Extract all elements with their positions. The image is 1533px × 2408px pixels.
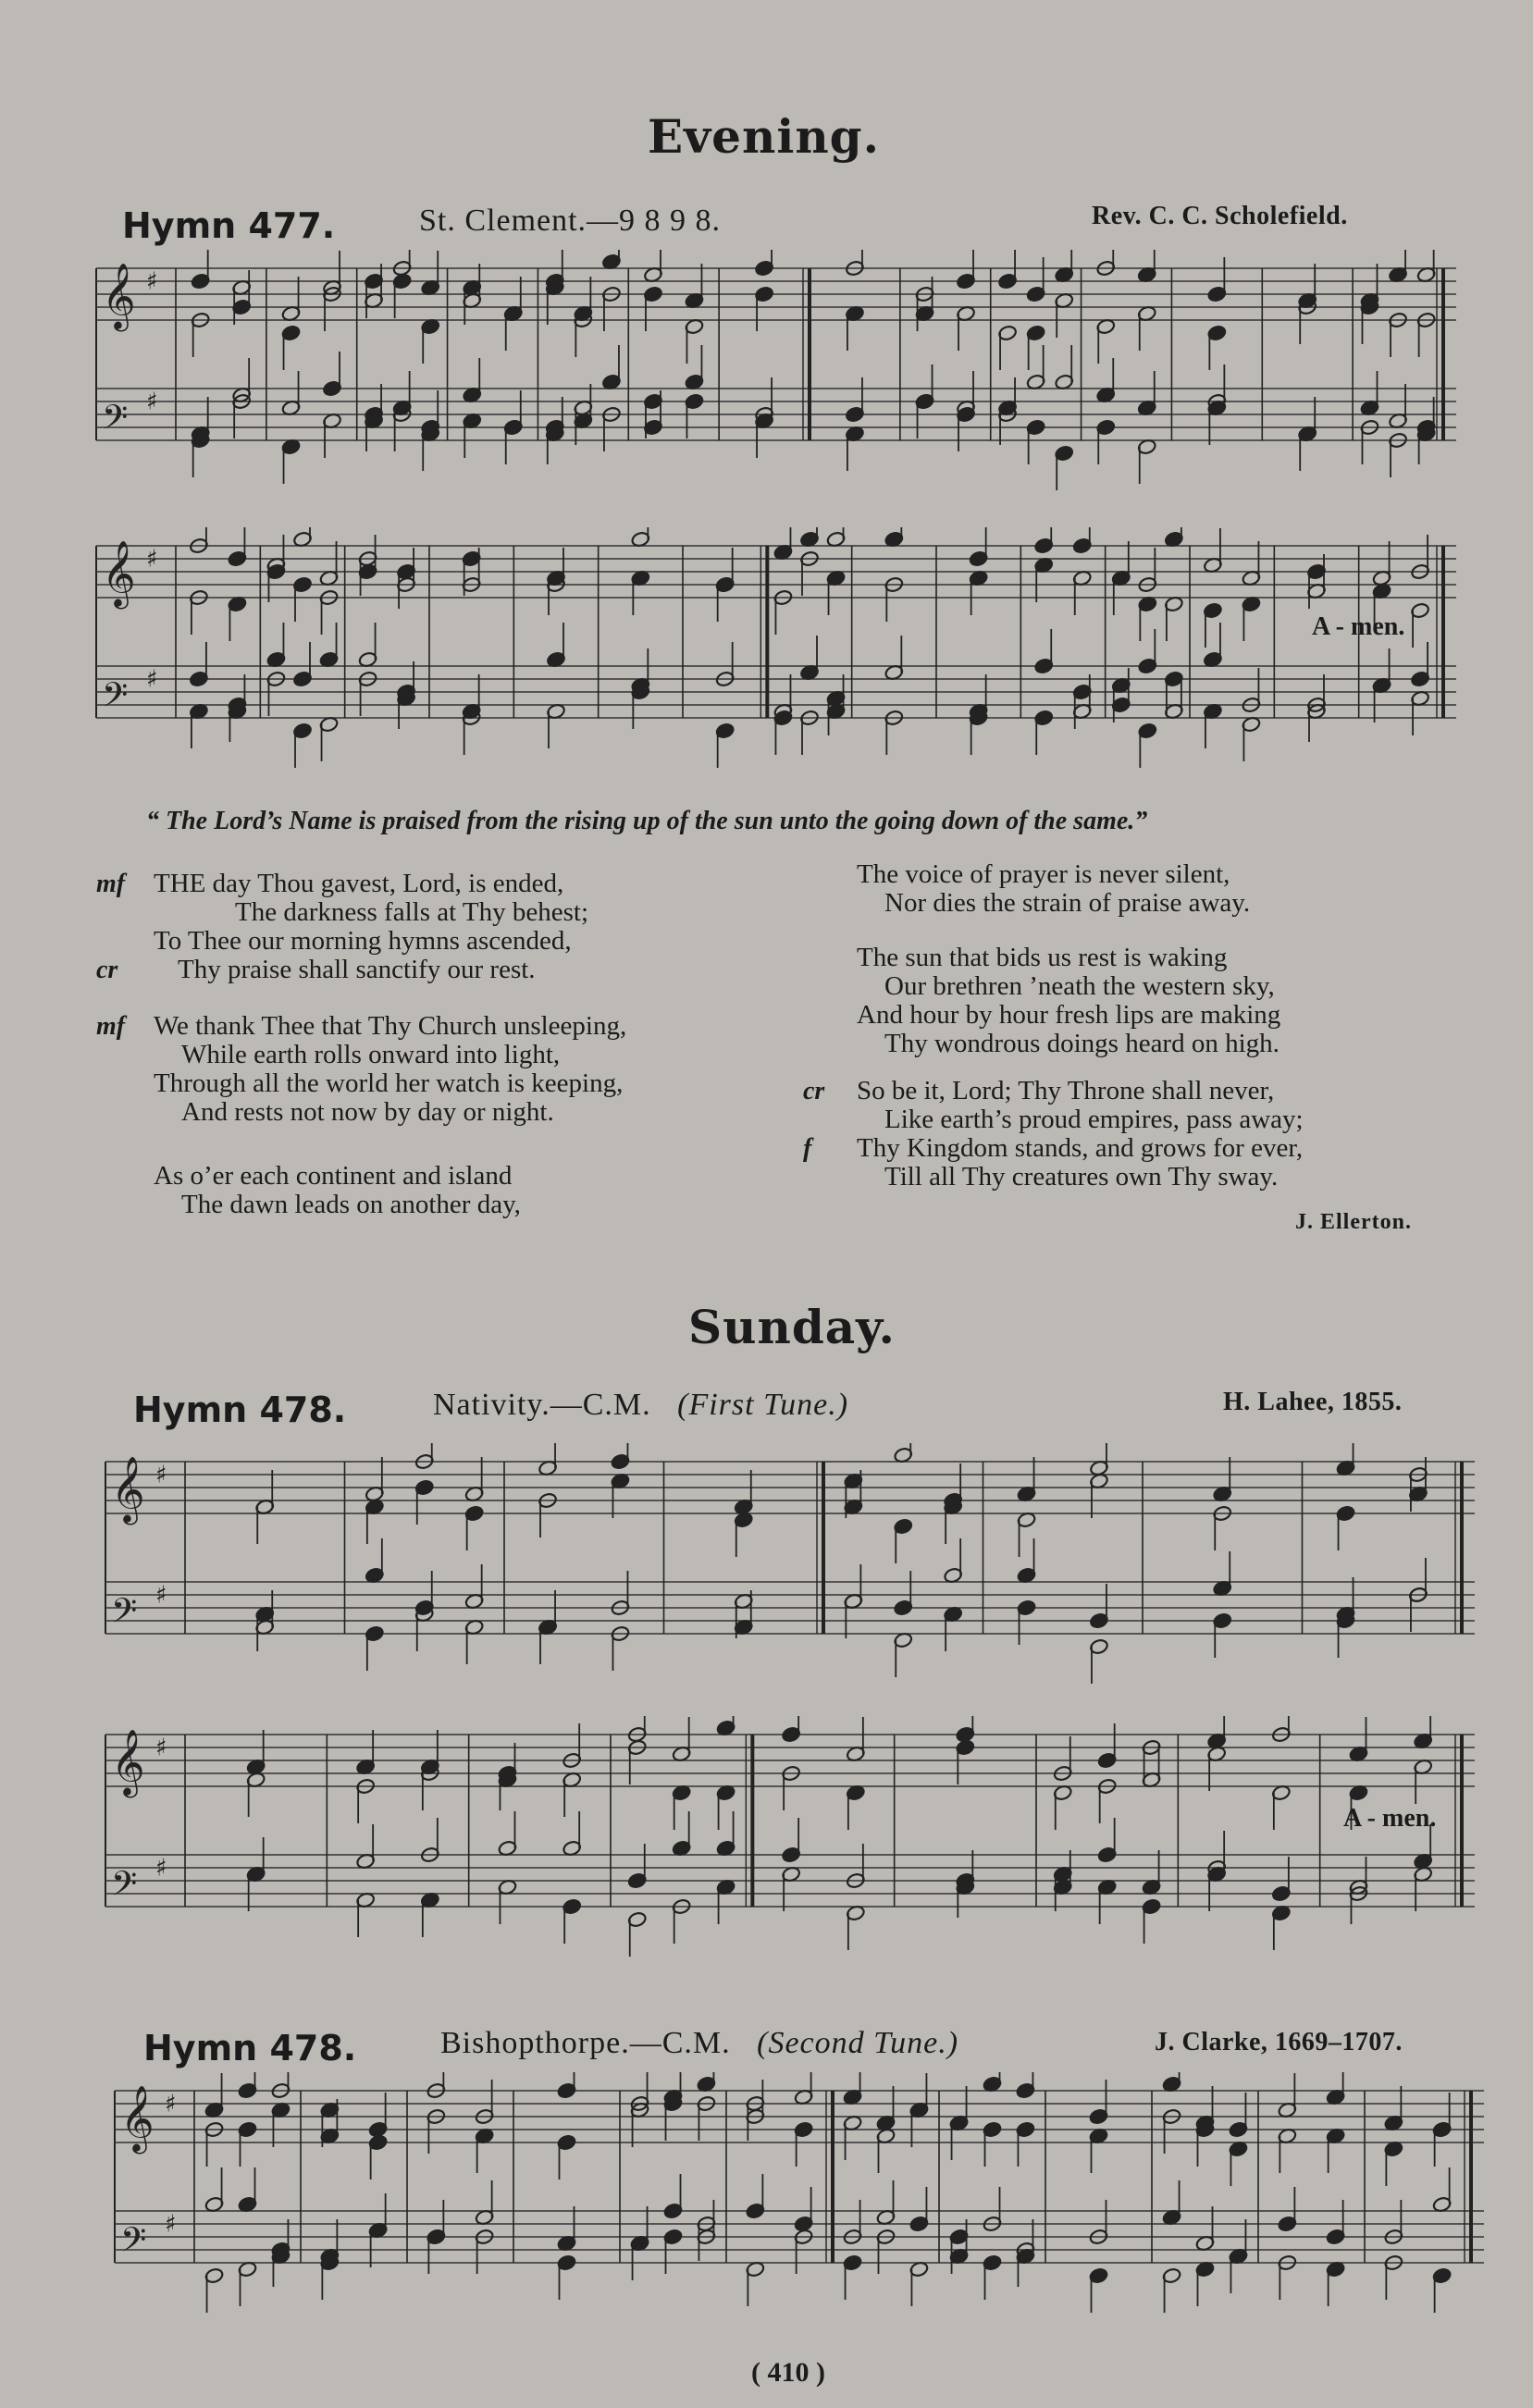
key-signature-icon: ♯	[146, 545, 158, 574]
verse-line: And hour by hour fresh lips are making	[857, 1000, 1281, 1030]
verse-line: The dawn leads on another day,	[181, 1190, 521, 1219]
hymn-478a-composer: H. Lahee, 1855.	[1223, 1388, 1403, 1416]
treble-clef-icon: 𝄞	[111, 1454, 145, 1523]
treble-clef-icon: 𝄞	[102, 538, 136, 607]
dynamic-mark: mf	[96, 870, 126, 898]
tune-name: Nativity.—C.M.	[433, 1388, 651, 1422]
verse-line: Thy wondrous doings heard on high.	[884, 1029, 1280, 1058]
key-signature-icon: ♯	[155, 1854, 167, 1883]
treble-clef-icon: 𝄞	[102, 261, 136, 329]
scripture-quote: “ The Lord’s Name is praised from the rising up of the sun unto the going down of the same.”	[146, 807, 1148, 835]
key-signature-icon: ♯	[155, 1581, 167, 1610]
dynamic-mark: f	[803, 1134, 812, 1163]
hymn-478a-tune	[433, 1388, 848, 1423]
verse-line: Thy praise shall sanctify our rest.	[178, 955, 536, 984]
section-title-sunday: Sunday.	[688, 1300, 896, 1354]
verse-line: The sun that bids us rest is waking	[857, 943, 1228, 972]
hymn-477-amen: A - men.	[1312, 612, 1405, 641]
hymn-477-system-1	[93, 250, 1462, 500]
treble-clef-icon: 𝄞	[111, 1727, 145, 1796]
verse-line: The darkness falls at Thy behest;	[235, 897, 588, 927]
hymn-478a-system-2	[102, 1716, 1480, 1957]
verse-line: The voice of prayer is never silent,	[857, 859, 1230, 889]
key-signature-icon: ♯	[155, 1461, 167, 1489]
verse-line: Thy Kingdom stands, and grows for ever,	[857, 1133, 1304, 1163]
tune-name: Bishopthorpe.—C.M.	[440, 2026, 731, 2060]
verse-line: Nor dies the strain of praise away.	[884, 888, 1251, 918]
section-title-evening: Evening.	[648, 109, 881, 164]
hymn-478a-system-1	[102, 1443, 1480, 1684]
verse-2	[96, 1012, 799, 1127]
hymn-477-composer: Rev. C. C. Scholefield.	[1092, 202, 1348, 230]
verse-line: And rests not now by day or night.	[181, 1097, 554, 1127]
key-signature-icon: ♯	[155, 1734, 167, 1762]
key-signature-icon: ♯	[165, 2090, 177, 2118]
verses-right-column	[803, 860, 1469, 1192]
verse-line: Like earth’s proud empires, pass away;	[884, 1105, 1304, 1134]
tune-note: (First Tune.)	[677, 1388, 849, 1422]
key-signature-icon: ♯	[146, 665, 158, 694]
verse-line: So be it, Lord; Thy Throne shall never,	[857, 1076, 1275, 1105]
music-score-svg	[93, 250, 1462, 500]
bass-clef-icon: 𝄢	[102, 398, 129, 446]
hymn-478b-composer: J. Clarke, 1669–1707.	[1155, 2028, 1403, 2056]
verse-line: We thank Thee that Thy Church unsleeping,	[154, 1011, 627, 1041]
hymn-477-number: Hymn 477.	[122, 205, 336, 246]
verse-3	[96, 1162, 799, 1219]
key-signature-icon: ♯	[146, 388, 158, 416]
hymn-478b-tune	[440, 2026, 958, 2061]
verse-line: Till all Thy creatures own Thy sway.	[884, 1162, 1279, 1192]
music-score-svg	[102, 1716, 1480, 1957]
verse-line: Through all the world her watch is keeping,	[154, 1068, 624, 1098]
hymn-478b-number: Hymn 478.	[143, 2028, 357, 2068]
verses-left-column	[96, 870, 799, 1219]
key-signature-icon: ♯	[165, 2210, 177, 2239]
bass-clef-icon: 𝄢	[120, 2220, 147, 2268]
verse-1	[96, 870, 799, 984]
verse-line: As o’er each continent and island	[154, 1161, 513, 1191]
bass-clef-icon: 𝄢	[111, 1864, 138, 1912]
verse-line: THE day Thou gavest, Lord, is ended,	[154, 869, 564, 898]
music-score-svg	[93, 527, 1462, 777]
tune-note: (Second Tune.)	[757, 2026, 959, 2060]
music-score-svg	[102, 1443, 1480, 1684]
hymn-478b-system-1	[111, 2072, 1490, 2322]
page-number: ( 410 )	[751, 2357, 825, 2388]
bass-clef-icon: 𝄢	[111, 1591, 138, 1639]
dynamic-mark: cr	[96, 956, 118, 984]
hymn-478a-number: Hymn 478.	[133, 1389, 347, 1430]
hymn-477-tune: St. Clement.—9 8 9 8.	[419, 204, 722, 238]
verse-line: To Thee our morning hymns ascended,	[154, 926, 572, 956]
hymn-478a-amen: A - men.	[1343, 1804, 1437, 1833]
music-score-svg	[111, 2072, 1490, 2322]
key-signature-icon: ♯	[146, 267, 158, 296]
dynamic-mark: mf	[96, 1012, 126, 1041]
bass-clef-icon: 𝄢	[102, 675, 129, 723]
hymn-477-author: J. Ellerton.	[1295, 1210, 1412, 1234]
dynamic-mark: cr	[803, 1077, 825, 1105]
verse-3-cont	[803, 860, 1469, 918]
verse-5	[803, 1077, 1469, 1192]
treble-clef-icon: 𝄞	[120, 2083, 155, 2152]
verse-line: While earth rolls onward into light,	[181, 1040, 561, 1069]
verse-4	[803, 944, 1469, 1058]
hymn-477-system-2	[93, 527, 1462, 777]
verse-line: Our brethren ’neath the western sky,	[884, 971, 1275, 1001]
